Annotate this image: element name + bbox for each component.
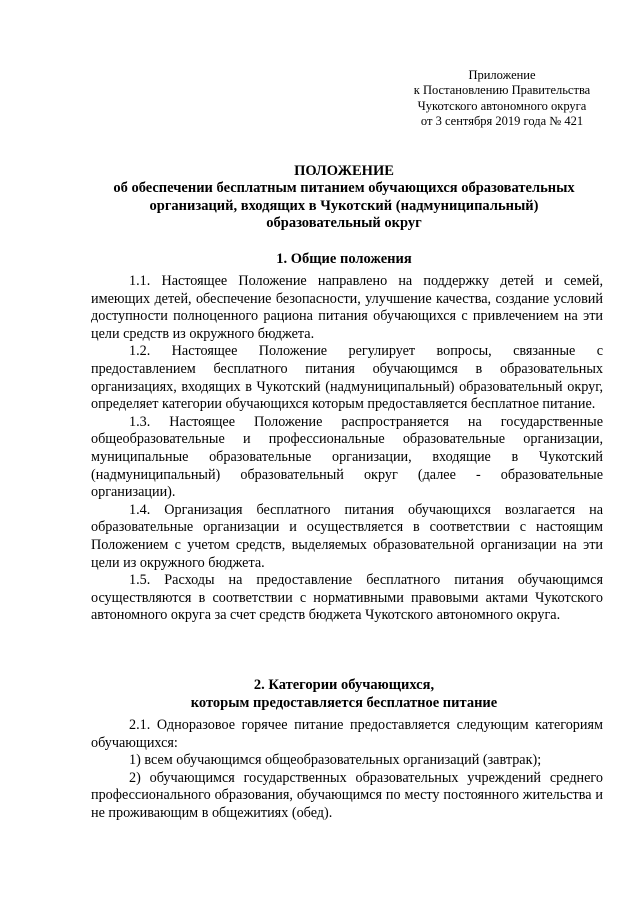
appendix-line: Чукотского автономного округа [417,98,587,113]
title-line: ПОЛОЖЕНИЕ [294,163,394,179]
appendix-block [404,68,600,130]
paragraph: 1.5. Расходы на предоставление бесплатного питания обучающимся осуществляются в соответствии с нормативными правовыми актами Чукотского автономного округа за счет средств бюджета Чукотского автономного округа. [91,572,603,624]
section-2-heading [80,677,608,712]
section-heading-text: 1. Общие положения [276,251,412,267]
paragraph: 1.1. Настоящее Положение направлено на поддержку детей и семей, имеющих детей, обеспечение безопасности, улучшение качества, создание условий доступности полноценного рациона питания обучающихся с привлечением на эти цели средств из окружного бюджета. [91,273,603,342]
section-heading-text: которым предоставляется бесплатное питание [190,694,498,711]
paragraph: 2) обучающимся государственных образовательных учреждений среднего профессионального образования, обучающимся по месту постоянного жительства и не проживающим в общежитиях (обед). [91,769,603,821]
paragraph: 1.4. Организация бесплатного питания обучающихся возлагается на образовательные организации и осуществляется в соответствии с настоящим Положением с учетом средств, выделяемых образовательной организации на эти цели из окружного бюджета. [91,501,603,571]
title-line: об обеспечении бесплатным питанием обучающихся образовательных [113,180,575,197]
section-1-body [91,273,603,625]
appendix-line: Приложение [468,68,536,82]
title-line: образовательный округ [266,214,422,231]
paragraph: 1) всем обучающимся общеобразовательных организаций (завтрак); [129,752,542,769]
paragraph: 1.3. Настоящее Положение распространяется на государственные общеобразовательные и профессиональные образовательные организации, муниципальные образовательные организации, входящие в Чукотский (надмуниципальный) образовательный округ (далее - образовательные организации). [91,413,603,501]
paragraph: 2.1. Одноразовое горячее питание предоставляется следующим категориям обучающихся: [91,717,603,751]
document-title [80,163,608,232]
section-1-heading [80,251,608,269]
section-2-body [91,717,603,823]
appendix-line: от 3 сентября 2019 года № 421 [420,114,584,129]
paragraph: 1.2. Настоящее Положение регулирует вопросы, связанные с предоставлением бесплатного питания обучающимся в образовательных организациях, входящих в Чукотский (надмуниципальный) образовательный округ, определяет категории обучающихся которым предоставляется бесплатное питание. [91,343,603,413]
title-line: организаций, входящих в Чукотский (надмуниципальный) [149,197,539,214]
appendix-line: к Постановлению Правительства [413,83,591,98]
section-heading-text: 2. Категории обучающихся, [253,677,435,693]
